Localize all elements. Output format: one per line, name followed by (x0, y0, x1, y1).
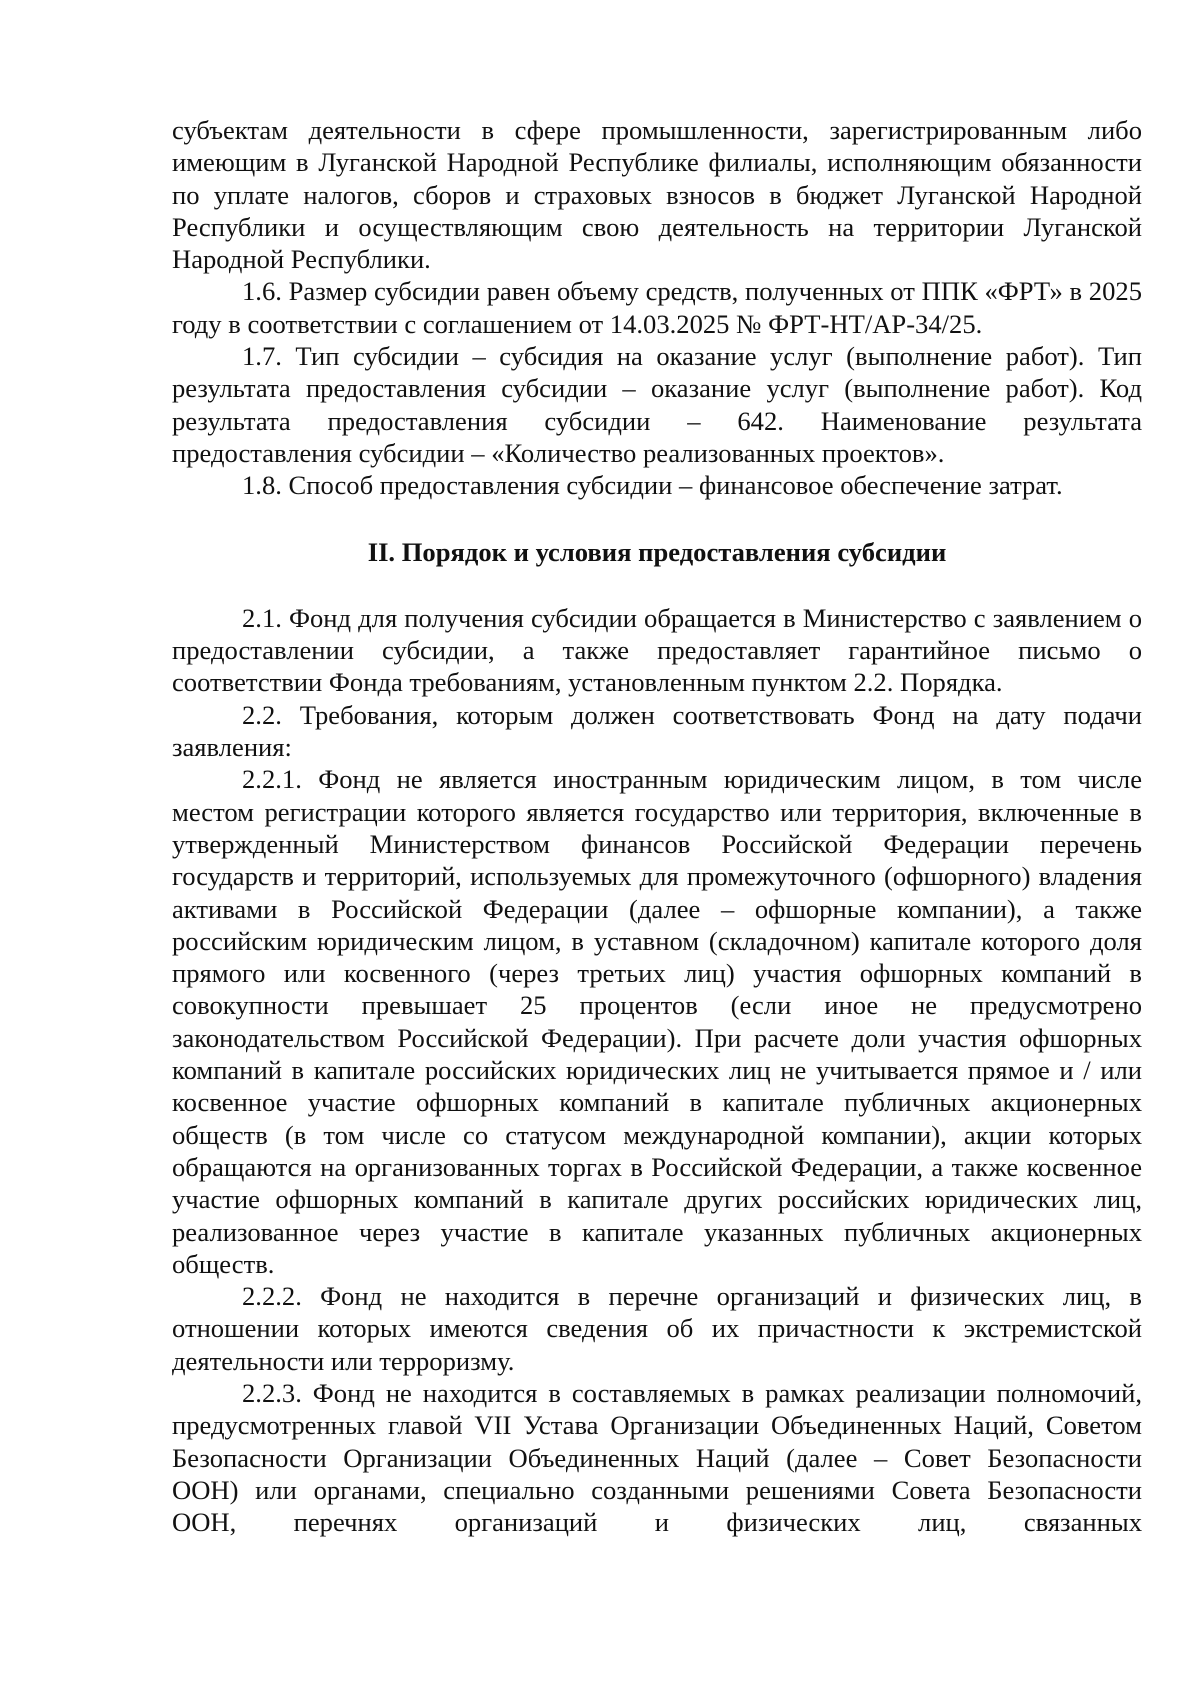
paragraph-2-2-1: 2.2.1. Фонд не является иностранным юридическим лицом, в том числе местом регистрации которого является государство или территория, включенные в утвержденный Министерством финансов Российской Федерации перечень государств и территорий, используемых для промежуточного (офшорного) владения активами в Российской Федерации (далее – офшорные компании), а также российским юридическим лицом, в уставном (складочном) капитале которого доля прямого или косвенного (через третьих лиц) участия офшорных компаний в совокупности превышает 25 процентов (если иное не предусмотрено законодательством Российской Федерации). При расчете доли участия офшорных компаний в капитале российских юридических лиц не учитывается прямое и / или косвенное участие офшорных компаний в капитале публичных акционерных обществ (в том числе со статусом международной компании), акции которых обращаются на организованных торгах в Российской Федерации, а также косвенное участие офшорных компаний в капитале других российских юридических лиц, реализованное через участие в капитале указанных публичных акционерных обществ. (172, 764, 1142, 1279)
paragraph-2-1: 2.1. Фонд для получения субсидии обращается в Министерство с заявлением о предоставлении субсидии, а также предоставляет гарантийное письмо о соответствии Фонда требованиям, установленным пунктом 2.2. Порядка. (172, 602, 1142, 698)
paragraph-2-2-3: 2.2.3. Фонд не находится в составляемых в рамках реализации полномочий, предусмотренных главой VII Устава Организации Объединенных Наций, Советом Безопасности Организации Объединенных Наций (далее – Совет Безопасности ООН) или органами, специально созданными решениями Совета Безопасности ООН, перечнях организаций и физических лиц, связанных (172, 1377, 1142, 1538)
paragraph-1-7: 1.7. Тип субсидии – субсидия на оказание услуг (выполнение работ). Тип результата предоставления субсидии – оказание услуг (выполнение работ). Код результата предоставления субсидии – 642. Наименование результата предоставления субсидии – «Количество реализованных проектов». (172, 341, 1142, 468)
paragraph-continuation: субъектам деятельности в сфере промышленности, зарегистрированным либо имеющим в Луганской Народной Республике филиалы, исполняющим обязанности по уплате налогов, сборов и страховых взносов в бюджет Луганской Народной Республики и осуществляющим свою деятельность на территории Луганской Народной Республики. (172, 115, 1142, 275)
paragraph-2-2: 2.2. Требования, которым должен соответствовать Фонд на дату подачи заявления: (172, 699, 1142, 763)
paragraph-1-8: 1.8. Способ предоставления субсидии – финансовое обеспечение затрат. (242, 470, 1063, 501)
document-page (172, 114, 1142, 1538)
paragraph-2-2-2: 2.2.2. Фонд не находится в перечне организаций и физических лиц, в отношении которых имеются сведения об их причастности к экстремистской деятельности или терроризму. (172, 1281, 1142, 1376)
section-heading: II. Порядок и условия предоставления субсидии (367, 536, 947, 567)
paragraph-1-6: 1.6. Размер субсидии равен объему средств, полученных от ППК «ФРТ» в 2025 году в соответствии с соглашением от 14.03.2025 № ФРТ-НТ/АР-34/25. (172, 276, 1142, 339)
